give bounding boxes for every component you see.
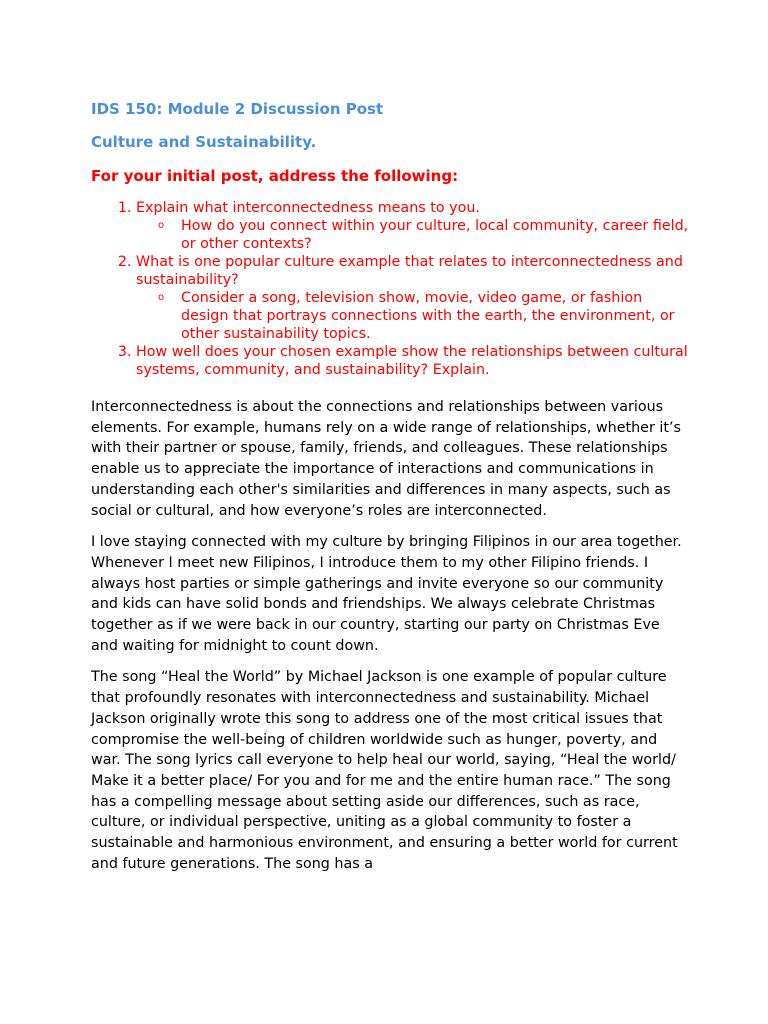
document-subtitle: Culture and Sustainability. [91,133,317,151]
sub-question-item [158,217,691,253]
circle-bullet-icon: o [158,220,165,231]
sub-question-text: How do you connect within your culture, local community, career field, or other contexts? [181,218,689,252]
document-title: IDS 150: Module 2 Discussion Post [91,100,384,118]
body-paragraph: Interconnectedness is about the connections and relationships between various elements. For example, humans rely on a wide range of relationships, whether it’s with their partner or spouse, family, friends, and colleagues. These relationships enable us to appreciate the importance of interactions and communications in understanding each other's similarities and differences in many aspects, such as social or cultural, and how everyone’s roles are interconnected. [91,399,681,519]
question-item [136,343,691,379]
question-text: What is one popular culture example that relates to interconnectedness and sustainability? [136,254,683,288]
question-item [136,253,691,343]
question-text: How well does your chosen example show the relationships between cultural systems, community, and sustainability? Explain. [136,344,688,378]
sub-question-item [158,289,691,343]
circle-bullet-icon: o [158,292,165,303]
sub-question-list [136,217,691,253]
body-paragraph: I love staying connected with my culture by bringing Filipinos in our area together. Whenever I meet new Filipinos, I introduce them to my other Filipino friends. I always host parties or simple gatherings and invite everyone so our community and kids can have solid bonds and friendships. We always celebrate Christmas together as if we were back in our country, starting our party on Christmas Eve and waiting for midnight to count down. [91,534,682,654]
question-text: Explain what interconnectedness means to you. [136,200,480,216]
sub-question-list [136,289,691,343]
question-list [91,199,691,379]
question-item [136,199,691,253]
body-paragraph: The song “Heal the World” by Michael Jackson is one example of popular culture that profoundly resonates with interconnectedness and sustainability. Michael Jackson originally wrote this song to address one of the most critical issues that compromise the well-being of children worldwide such as hunger, poverty, and war. The song lyrics call everyone to help heal our world, saying, “Heal the world/ Make it a better place/ For you and for me and the entire human race.” The song has a compelling message about setting aside our differences, such as race, culture, or individual perspective, uniting as a global community to foster a sustainable and harmonious environment, and ensuring a better world for current and future generations. The song has a [91,669,678,872]
instruction-heading: For your initial post, address the following: [91,167,459,185]
document-content [91,98,691,874]
sub-question-text: Consider a song, television show, movie, video game, or fashion design that portrays connections with the earth, the environment, or other sustainability topics. [181,290,675,342]
